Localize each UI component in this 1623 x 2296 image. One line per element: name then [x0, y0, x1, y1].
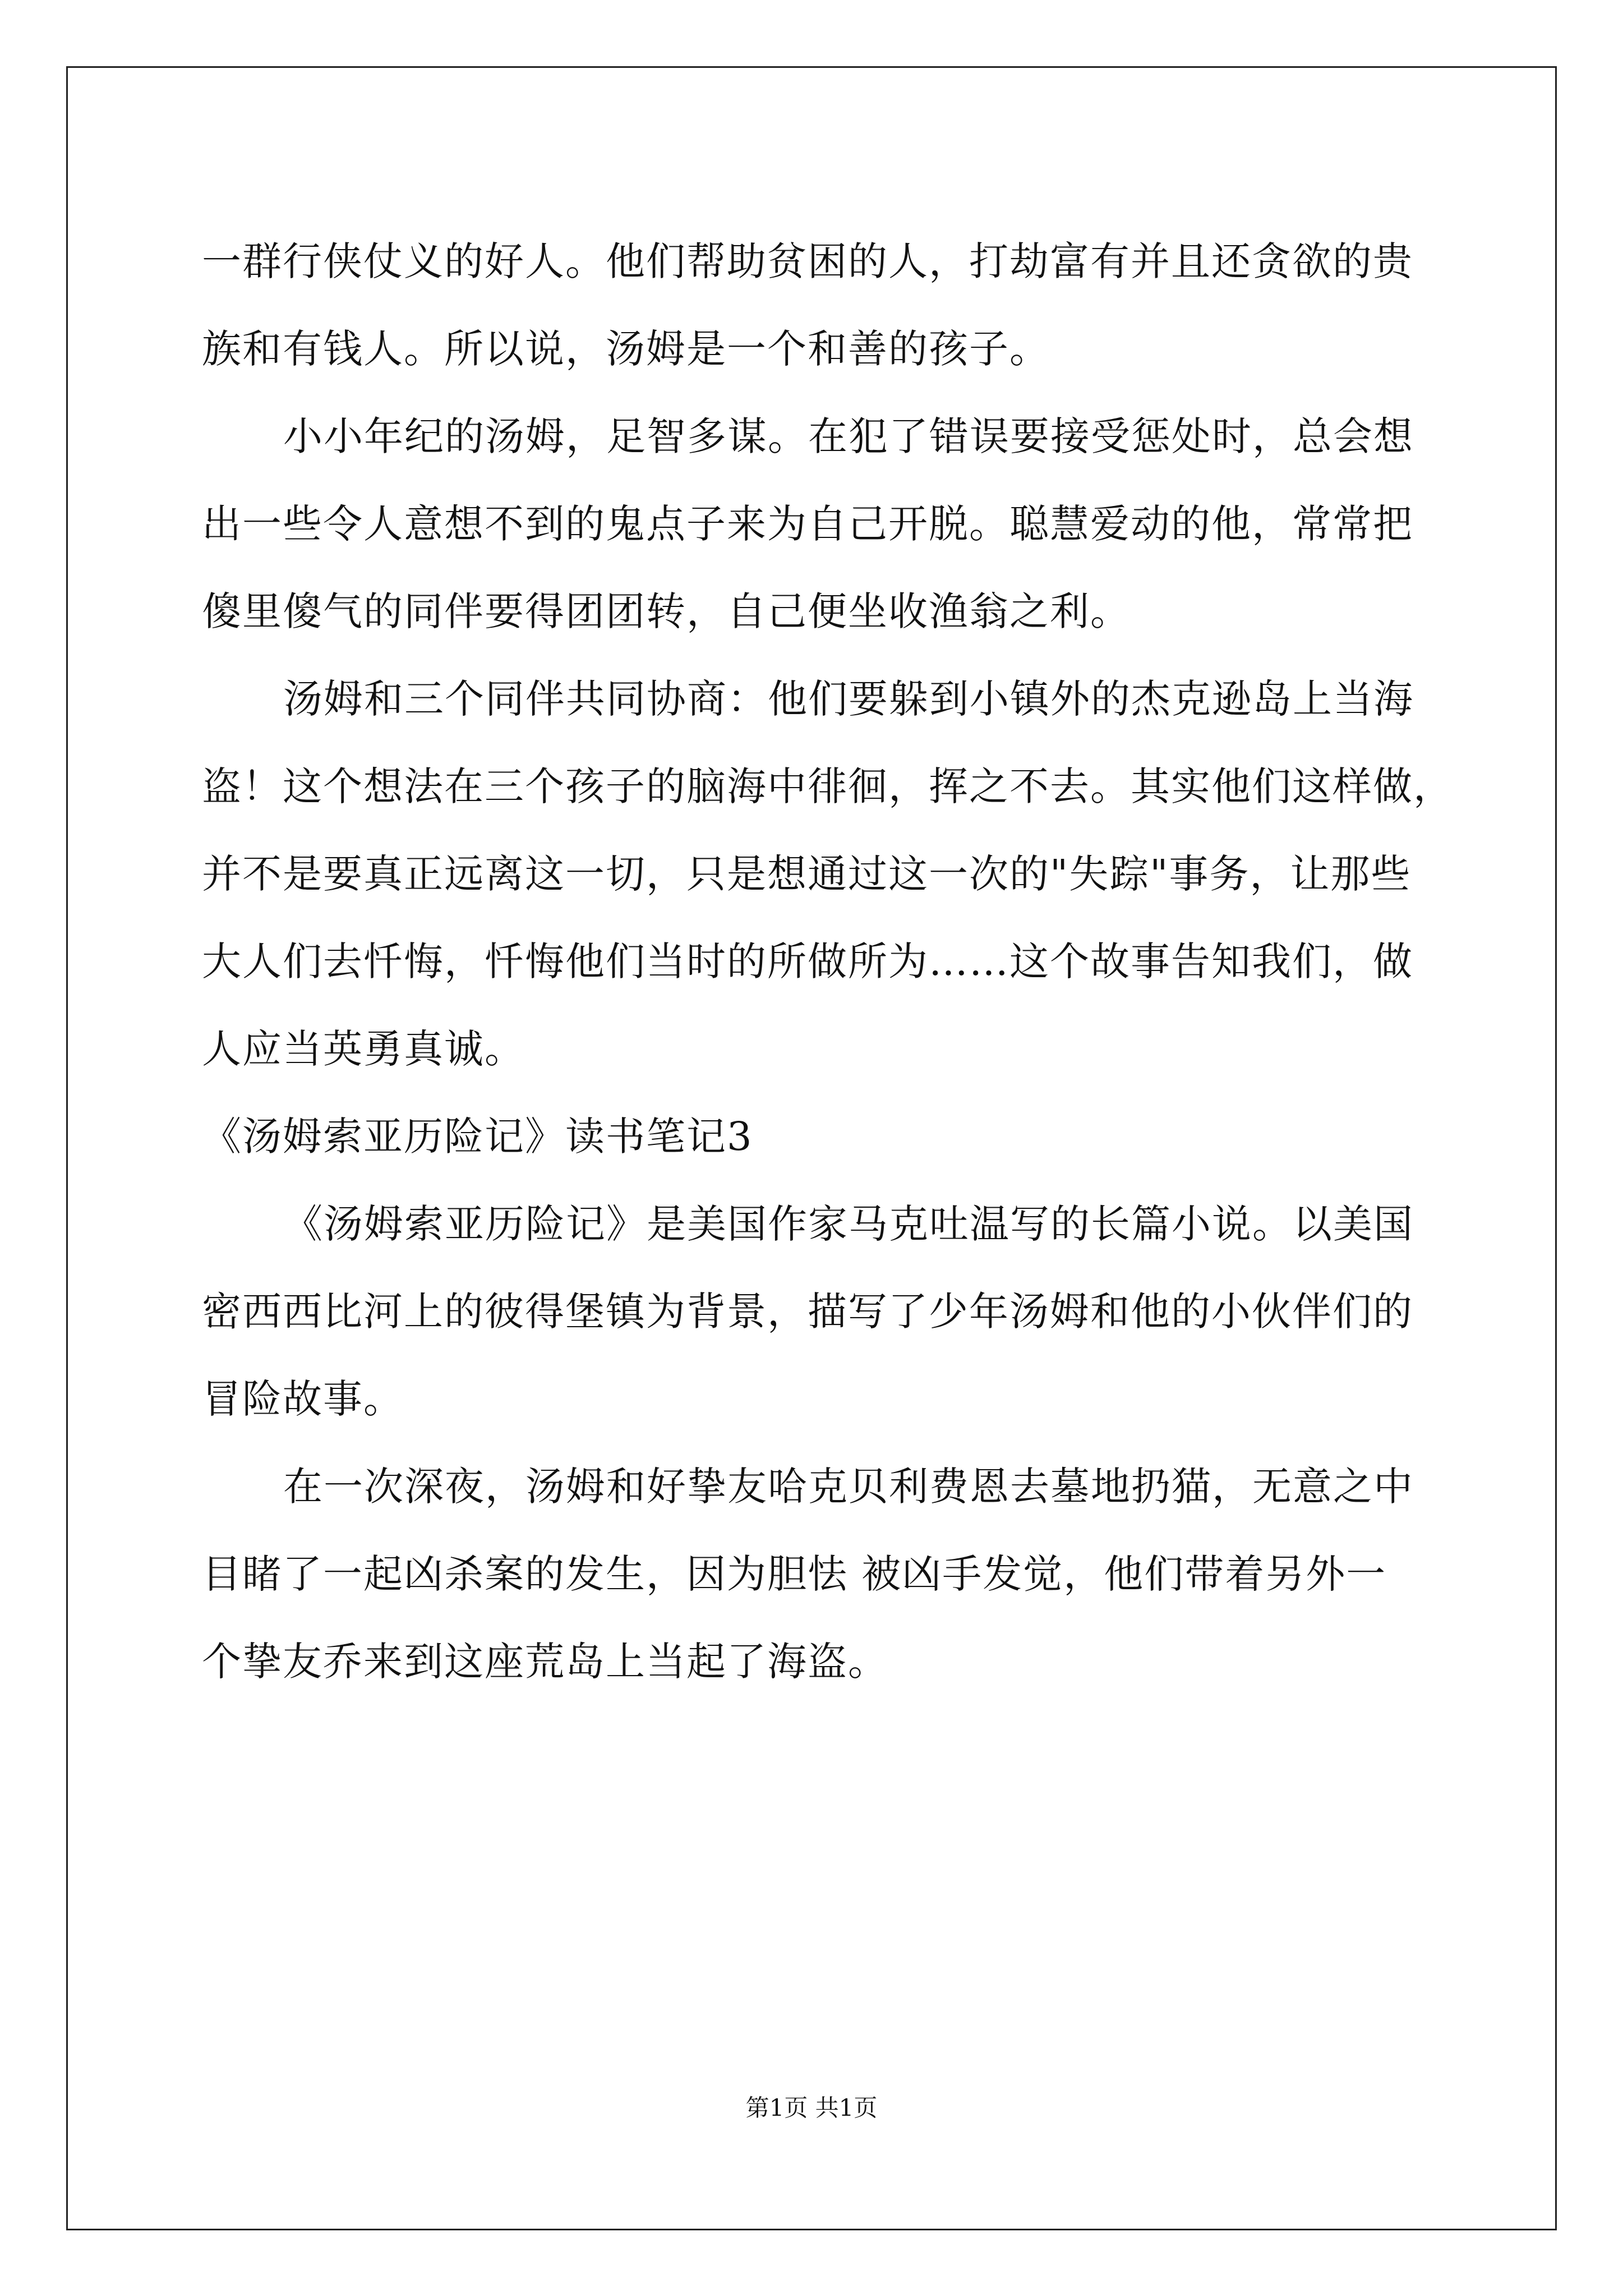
- text-line: 汤姆和三个同伴共同协商：他们要躲到小镇外的杰克逊岛上当海: [283, 676, 1414, 722]
- text-line: 傻里傻气的同伴要得团团转，自己便坐收渔翁之利。: [202, 588, 1131, 634]
- text-line: 个挚友乔来到这座荒岛上当起了海盗。: [202, 1639, 888, 1685]
- text-line: 并不是要真正远离这一切，只是想通过这一次的"失踪"事务，让那些: [202, 851, 1412, 897]
- paragraph: [202, 655, 1454, 1093]
- text-line: 在一次深夜，汤姆和好挚友哈克贝利费恩去墓地扔猫，无意之中: [283, 1464, 1414, 1510]
- paragraph: [202, 218, 1436, 393]
- paragraph: [202, 393, 1436, 655]
- heading-line: 《汤姆索亚历险记》读书笔记3: [202, 1114, 753, 1159]
- text-line: 大人们去忏悔，忏悔他们当时的所做所为……这个故事告知我们，做: [202, 938, 1413, 984]
- page-footer: [0, 2091, 1623, 2125]
- text-line: 目睹了一起凶杀案的发生，因为胆怯 被凶手发觉，他们带着另外一: [202, 1551, 1387, 1597]
- document-body: [202, 218, 1454, 1705]
- section-heading: [202, 1093, 1436, 1180]
- text-line: 冒险故事。: [202, 1376, 404, 1422]
- page-number: 第1页 共1页: [745, 2094, 878, 2122]
- text-line: 盗！这个想法在三个孩子的脑海中徘徊，挥之不去。其实他们这样做，: [202, 763, 1454, 809]
- text-line: 出一些令人意想不到的鬼点子来为自己开脱。聪慧爱动的他，常常把: [202, 501, 1413, 547]
- text-line: 《汤姆索亚历险记》是美国作家马克吐温写的长篇小说。以美国: [283, 1201, 1414, 1247]
- paragraph: [202, 1443, 1436, 1705]
- text-line: 人应当英勇真诚。: [202, 1026, 525, 1072]
- text-line: 小小年纪的汤姆，足智多谋。在犯了错误要接受惩处时，总会想: [283, 413, 1414, 459]
- text-line: 族和有钱人。所以说，汤姆是一个和善的孩子。: [202, 326, 1050, 372]
- text-line: 密西西比河上的彼得堡镇为背景，描写了少年汤姆和他的小伙伴们的: [202, 1289, 1413, 1335]
- paragraph: [202, 1180, 1436, 1443]
- text-line: 一群行侠仗义的好人。他们帮助贫困的人，打劫富有并且还贪欲的贵: [202, 238, 1413, 284]
